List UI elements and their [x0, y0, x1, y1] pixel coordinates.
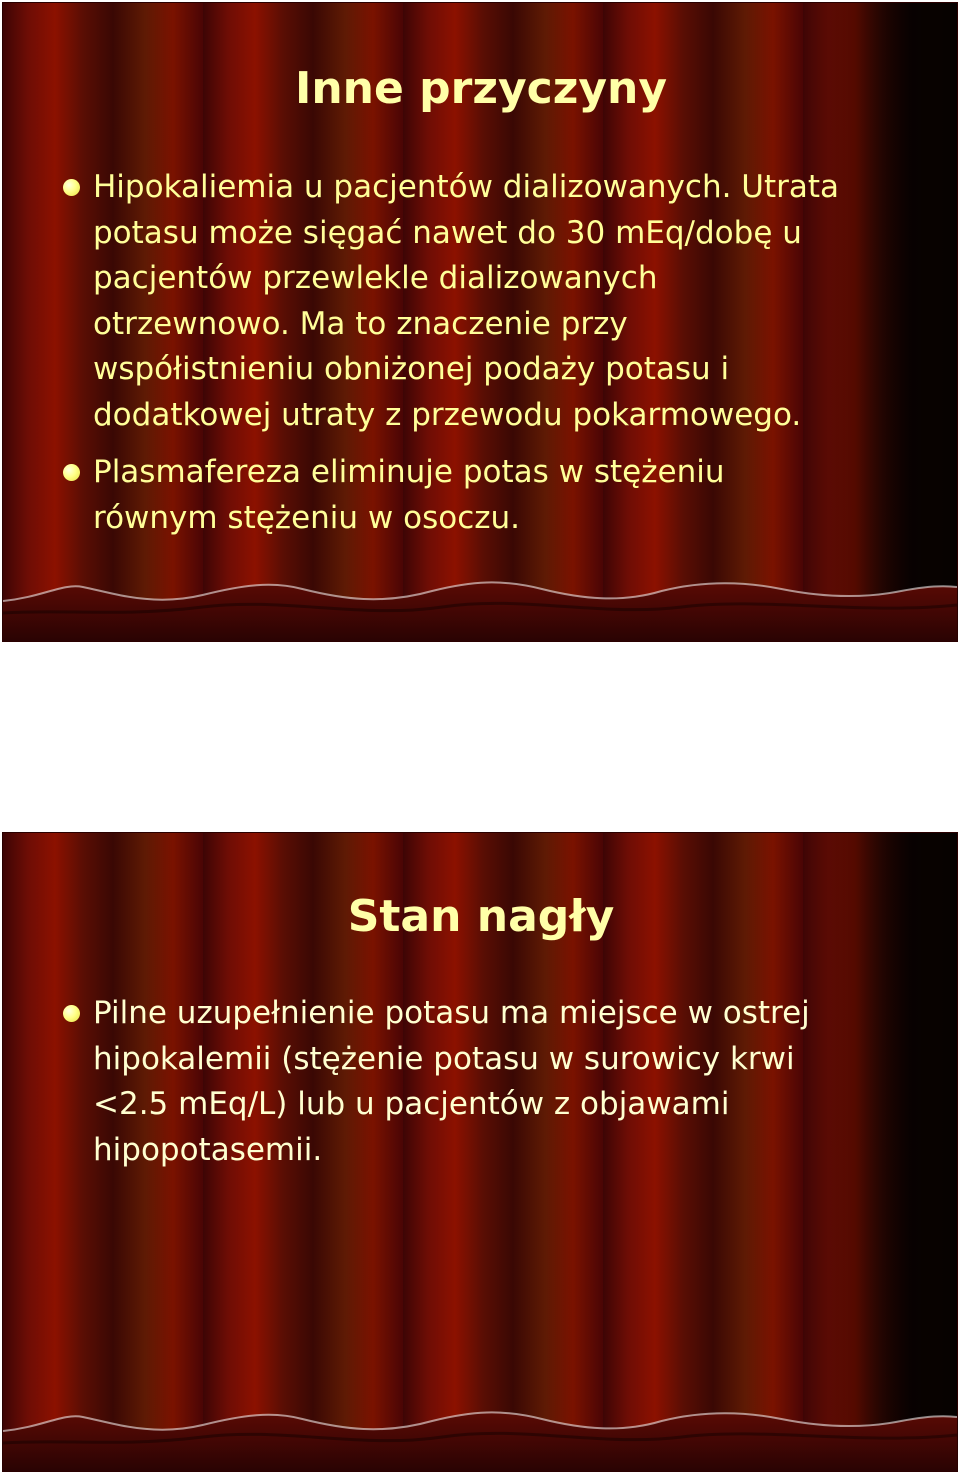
bullet-line: <2.5 mEq/L) lub u pacjentów z objawami: [93, 1086, 730, 1122]
bullet-line: hipopotasemii.: [93, 1131, 323, 1168]
bullet-line: równym stężeniu w osoczu.: [93, 499, 521, 536]
slide-title: Stan nagły: [347, 891, 615, 942]
bullet-line: hipokalemii (stężenie potasu w surowicy krwi: [93, 1040, 795, 1077]
bullet-line: dodatkowej utraty z przewodu pokarmowego.: [93, 396, 802, 433]
bullet-line: Plasmafereza eliminuje potas w stężeniu: [93, 454, 725, 490]
slide-stan-nagly: [2, 832, 958, 1472]
curtain-valance-icon: [3, 1407, 957, 1471]
bullet-item: [63, 991, 923, 1173]
curtain-valance-icon: [3, 577, 957, 641]
bullet-line: potasu może sięgać nawet do 30 mEq/dobę u: [93, 214, 802, 251]
slide-title: Inne przyczyny: [294, 63, 668, 114]
bullet-list: [63, 991, 923, 1185]
slide-inne-przyczyny: [2, 2, 958, 642]
bullet-dot-icon: [63, 1005, 80, 1022]
bullet-line: Pilne uzupełnienie potasu ma miejsce w ostrej: [93, 995, 810, 1031]
bullet-item: [63, 165, 923, 438]
bullet-list: [63, 165, 923, 553]
bullet-dot-icon: [63, 179, 80, 196]
bullet-line: pacjentów przewlekle dializowanych: [93, 260, 658, 296]
bullet-item: [63, 450, 923, 541]
bullet-line: otrzewnowo. Ma to znaczenie przy: [93, 305, 628, 342]
bullet-line: współistnieniu obniżonej podaży potasu i: [93, 351, 730, 387]
bullet-dot-icon: [63, 464, 80, 481]
bullet-line: Hipokaliemia u pacjentów dializowanych. Utrata: [93, 169, 840, 205]
